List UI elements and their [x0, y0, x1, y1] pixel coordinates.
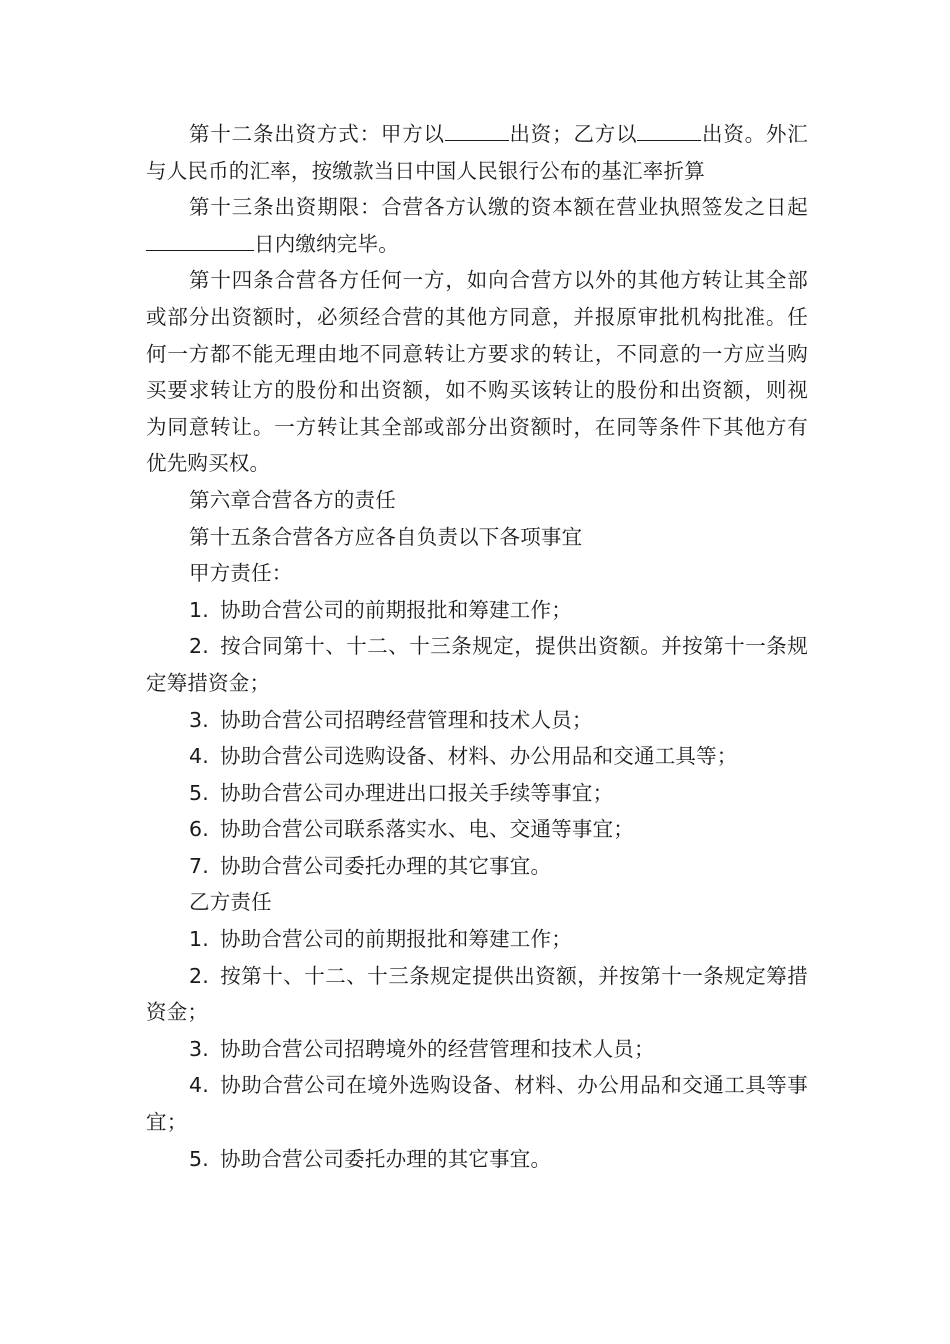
article-13-text-part-2: 日内缴纳完毕。	[254, 231, 399, 256]
item-number: 2.	[189, 963, 209, 988]
item-text: 协助合营公司联系落实水、电、交通等事宜；	[220, 817, 634, 842]
party-a-item	[146, 775, 808, 812]
item-number: 2.	[189, 634, 209, 659]
item-number: 5.	[189, 780, 209, 805]
item-number: 4.	[189, 1073, 209, 1098]
party-b-item	[146, 958, 808, 1031]
item-number: 3.	[189, 1036, 209, 1061]
item-text: 协助合营公司的前期报批和筹建工作；	[220, 927, 572, 952]
article-12-text-part-3: 出资。外汇与人民币的汇率，按缴款当日中国人民银行公布的基汇率折算	[146, 122, 809, 183]
party-b-item	[146, 1031, 808, 1068]
article-12	[146, 116, 808, 189]
party-a-item	[146, 628, 808, 701]
item-number: 3.	[189, 707, 209, 732]
article-12-text-part-1: 第十二条出资方式：甲方以	[189, 122, 445, 146]
item-text: 协助合营公司选购设备、材料、办公用品和交通工具等；	[220, 744, 738, 769]
party-b-heading: 乙方责任	[189, 890, 272, 915]
party-a-item	[146, 738, 808, 775]
article-15: 第十五条合营各方应各自负责以下各项事宜	[189, 524, 583, 549]
article-13-text-part-1: 第十三条出资期限：合营各方认缴的资本额在营业执照签发之日起	[189, 195, 808, 220]
item-number: 1.	[189, 597, 209, 622]
item-text: 协助合营公司招聘境外的经营管理和技术人员；	[220, 1036, 655, 1061]
party-b-item	[146, 1141, 808, 1178]
item-text: 按合同第十、十二、十三条规定，提供出资额。并按第十一条规定筹措资金；	[146, 634, 808, 695]
chapter-6-heading: 第六章合营各方的责任	[189, 487, 396, 512]
item-number: 6.	[189, 817, 209, 842]
party-a-item	[146, 592, 808, 629]
document-body	[146, 116, 808, 1177]
article-14: 第十四条合营各方任何一方，如向合营方以外的其他方转让其全部或部分出资额时，必须经合营的其他方同意，并报原审批机构批准。任何一方都不能无理由地不同意转让方要求的转让，不同意的一方应当购买要求转让方的股份和出资额，如不购买该转让的股份和出资额，则视为同意转让。一方转让其全部或部分出资额时，在同等条件下其他方有优先购买权。	[146, 268, 808, 476]
item-text: 按第十、十二、十三条规定提供出资额，并按第十一条规定筹措资金；	[146, 963, 808, 1025]
article-12-blank-party-b	[637, 117, 701, 141]
item-text: 协助合营公司的前期报批和筹建工作；	[220, 597, 572, 622]
item-text: 协助合营公司招聘经营管理和技术人员；	[220, 707, 593, 732]
article-13	[146, 189, 808, 262]
party-a-heading: 甲方责任：	[189, 561, 293, 586]
party-b-item	[146, 921, 808, 958]
item-text: 协助合营公司办理进出口报关手续等事宜；	[220, 780, 614, 805]
item-text: 协助合营公司委托办理的其它事宜。	[220, 853, 552, 878]
article-12-blank-party-a	[445, 117, 509, 141]
item-text: 协助合营公司在境外选购设备、材料、办公用品和交通工具等事宜；	[146, 1073, 808, 1135]
party-a-item	[146, 702, 808, 739]
item-number: 4.	[189, 744, 209, 769]
item-number: 1.	[189, 927, 209, 952]
party-a-item	[146, 811, 808, 848]
item-number: 7.	[189, 853, 209, 878]
party-b-item	[146, 1067, 808, 1140]
item-number: 5.	[189, 1146, 209, 1171]
article-12-text-part-2: 出资；乙方以	[508, 122, 638, 146]
party-a-item	[146, 848, 808, 885]
article-13-blank-days	[146, 227, 254, 251]
item-text: 协助合营公司委托办理的其它事宜。	[220, 1146, 552, 1171]
